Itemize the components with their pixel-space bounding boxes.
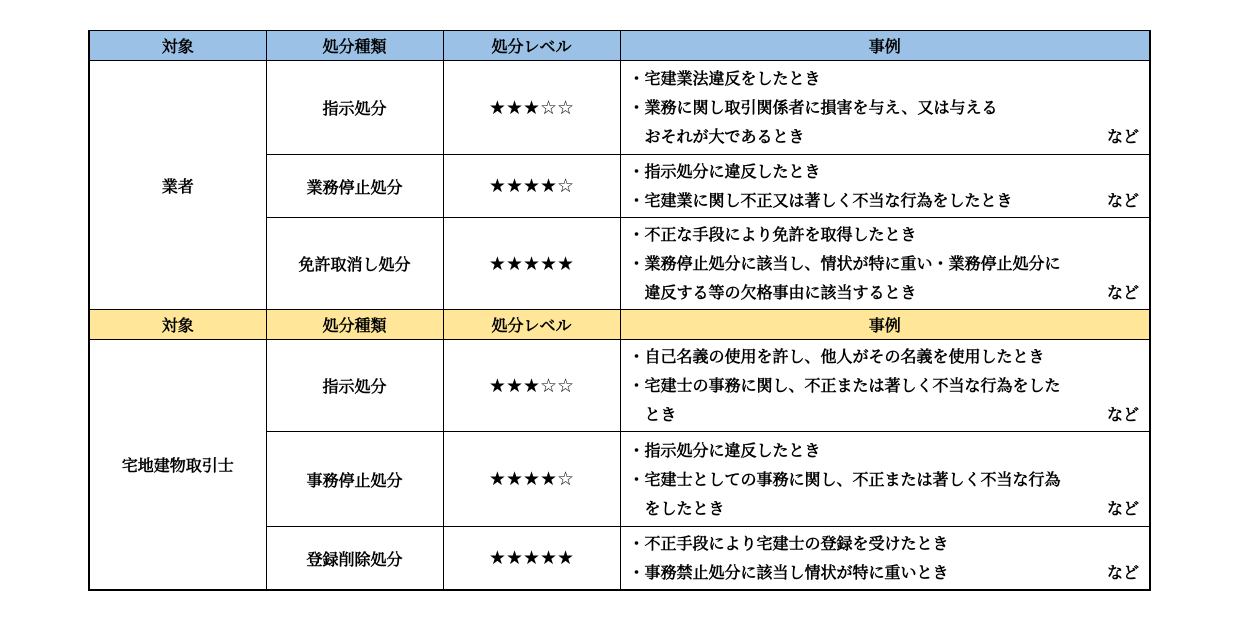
type-cell: 事務停止処分 — [266, 432, 443, 527]
examples-cell — [620, 527, 1150, 591]
example-line: ・不正な手段により免許を取得したとき — [628, 225, 917, 244]
level-stars: ★★★★★ — [443, 527, 620, 591]
header-type: 処分種類 — [266, 310, 443, 340]
header-target: 対象 — [89, 310, 266, 340]
type-cell: 免許取消し処分 — [266, 218, 443, 310]
example-text: ・事務禁止処分に該当し情状が特に重いとき — [628, 563, 949, 582]
etc-label: など — [1106, 283, 1139, 302]
header-target: 対象 — [89, 31, 266, 61]
header-examples: 事例 — [620, 31, 1150, 61]
example-line: ・業務に関し取引関係者に損害を与え、又は与える — [628, 98, 998, 117]
example-continuation — [629, 494, 1142, 523]
header-row-2 — [89, 310, 1150, 340]
examples-cell — [620, 432, 1150, 527]
continuation-text: をしたとき — [644, 498, 725, 518]
penalty-table — [88, 30, 1151, 591]
example-line: ・宅建業法違反をしたとき — [628, 69, 821, 88]
continuation-text: 違反する等の欠格事由に該当するとき — [644, 283, 917, 302]
examples-cell — [620, 340, 1150, 432]
etc-label: など — [1106, 563, 1139, 582]
examples-cell — [620, 61, 1150, 155]
header-type: 処分種類 — [266, 31, 443, 61]
level-stars: ★★★☆☆ — [443, 340, 620, 432]
example-continuation — [629, 122, 1142, 151]
level-stars: ★★★★☆ — [443, 155, 620, 218]
example-continuation — [629, 400, 1142, 429]
level-stars: ★★★★★ — [443, 218, 620, 310]
etc-label: など — [1106, 191, 1139, 210]
header-level: 処分レベル — [443, 310, 620, 340]
etc-label: など — [1106, 405, 1139, 424]
example-line: ・宅建士としての事務に関し、不正または著しく不当な行為 — [628, 469, 1061, 489]
header-level: 処分レベル — [443, 31, 620, 61]
example-last-line — [629, 558, 1142, 587]
header-row-1 — [89, 31, 1150, 61]
type-cell: 登録削除処分 — [266, 527, 443, 591]
example-line: ・宅建士の事務に関し、不正または著しく不当な行為をした — [628, 376, 1061, 395]
continuation-text: とき — [644, 405, 677, 424]
example-continuation — [629, 278, 1142, 307]
example-line: ・業務停止処分に該当し、情状が特に重い・業務停止処分に — [628, 254, 1061, 273]
target-cell: 業者 — [89, 61, 266, 310]
type-cell: 指示処分 — [266, 340, 443, 432]
continuation-text: おそれが大であるとき — [644, 127, 805, 146]
level-stars: ★★★★☆ — [443, 432, 620, 527]
example-last-line — [629, 186, 1142, 215]
level-stars: ★★★☆☆ — [443, 61, 620, 155]
type-cell: 指示処分 — [266, 61, 443, 155]
example-line: ・自己名義の使用を許し、他人がその名義を使用したとき — [628, 347, 1045, 366]
etc-label: など — [1106, 498, 1139, 518]
etc-label: など — [1106, 127, 1139, 146]
examples-cell — [620, 218, 1150, 310]
example-line: ・指示処分に違反したとき — [628, 162, 821, 181]
table-row — [89, 340, 1150, 432]
example-line: ・指示処分に違反したとき — [628, 440, 821, 460]
examples-cell — [620, 155, 1150, 218]
example-text: ・宅建業に関し不正又は著しく不当な行為をしたとき — [628, 191, 1013, 210]
type-cell: 業務停止処分 — [266, 155, 443, 218]
header-examples: 事例 — [620, 310, 1150, 340]
example-line: ・不正手段により宅建士の登録を受けたとき — [628, 534, 949, 553]
table-row — [89, 61, 1150, 155]
target-cell: 宅地建物取引士 — [89, 340, 266, 591]
